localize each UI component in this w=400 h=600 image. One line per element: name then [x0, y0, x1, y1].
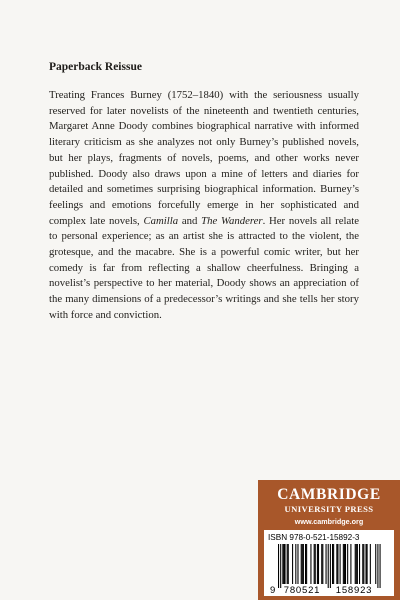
book-description [49, 88, 359, 324]
barcode-bar [310, 544, 311, 584]
publisher-logo-block [258, 480, 400, 600]
barcode-bar [355, 544, 356, 584]
barcode-bar [280, 544, 281, 588]
barcode-bar [297, 544, 298, 584]
description-text-part2: . Her novels all relate to personal experience; as an artist she is attracted to the violent, the grotesque, and the macabre. She is a powerful comic writer, but her comedy is far from reflecting a shallow cheerfulness. Bringing a novelist’s perspective to her material, Doody shows an appreciation of the many dimensions of a predecessor’s writings and she tells her story with force and conviction. [49, 214, 359, 321]
barcode-bar [362, 544, 363, 584]
barcode-bar [315, 544, 316, 584]
barcode-bar [365, 544, 366, 584]
barcode-bar [363, 544, 364, 584]
barcode-bar [367, 544, 368, 584]
barcode-bar [303, 544, 304, 584]
barcode-bar [337, 544, 338, 584]
barcode-digit-first: 9 [270, 585, 276, 596]
barcode-bar [359, 544, 360, 584]
barcode-bar [333, 544, 334, 584]
publisher-subtitle: UNIVERSITY PRESS [284, 504, 374, 514]
barcode-bar [336, 544, 337, 584]
barcode-bar [345, 544, 346, 584]
barcode-bar [322, 544, 323, 584]
novel-title-the-wanderer: The Wanderer [201, 214, 263, 227]
barcode-bar [305, 544, 306, 584]
barcode-bar [301, 544, 302, 584]
description-text-part1: Treating Frances Burney (1752–1840) with the seriousness usually reserved for later novelists of the nineteenth and twentieth centuries, Margaret Anne Doody combines biographical narrative with informed literary criticism as she analyzes not only Burney’s published novels, but her plays, fragments of novels, poems, and other works never published. Doody also draws upon a mine of letters and diaries for detailed and sometimes surprising biographical information. Burney’s feelings and emotions forcefully emerge in her sophisticated and complex late novels, [49, 89, 359, 227]
publisher-url: www.cambridge.org [294, 517, 364, 526]
barcode-bar [295, 544, 296, 584]
barcode-bar [343, 544, 344, 584]
barcode-bar [347, 544, 348, 584]
barcode-bar [287, 544, 288, 584]
barcode-bar [375, 544, 376, 584]
barcode-bars [278, 544, 381, 588]
barcode-bar [318, 544, 319, 584]
barcode-bar [377, 544, 378, 588]
barcode-bar [306, 544, 307, 584]
barcode-bar [302, 544, 303, 584]
barcode-bar [278, 544, 279, 588]
barcode-bar [321, 544, 322, 584]
barcode-digits-left: 780521 [283, 585, 321, 596]
barcode-bar [314, 544, 315, 584]
barcode-bar [283, 544, 284, 584]
barcode-bar [292, 544, 293, 584]
barcode-bar [357, 544, 358, 584]
barcode-bar [340, 544, 341, 584]
barcode-bar [370, 544, 371, 584]
barcode [264, 530, 394, 596]
barcode-bar [284, 544, 285, 584]
barcode-bar [317, 544, 318, 584]
barcode-bar [332, 544, 333, 584]
novel-title-camilla: Camilla [143, 214, 179, 227]
barcode-bar [330, 544, 331, 588]
barcode-bar [328, 544, 329, 588]
barcode-bar [356, 544, 357, 584]
isbn-label: ISBN 978-0-521-15892-3 [268, 533, 360, 542]
reissue-heading: Paperback Reissue [49, 61, 142, 73]
barcode-bar [344, 544, 345, 584]
barcode-bar [380, 544, 381, 588]
barcode-panel [264, 530, 394, 596]
barcode-bar [288, 544, 289, 584]
barcode-bar [350, 544, 351, 584]
barcode-digits-right: 158923 [335, 585, 373, 596]
barcode-bar [282, 544, 283, 584]
barcode-bar [326, 544, 327, 584]
description-conjunction: and [178, 214, 202, 227]
publisher-name: CAMBRIDGE [277, 486, 381, 503]
